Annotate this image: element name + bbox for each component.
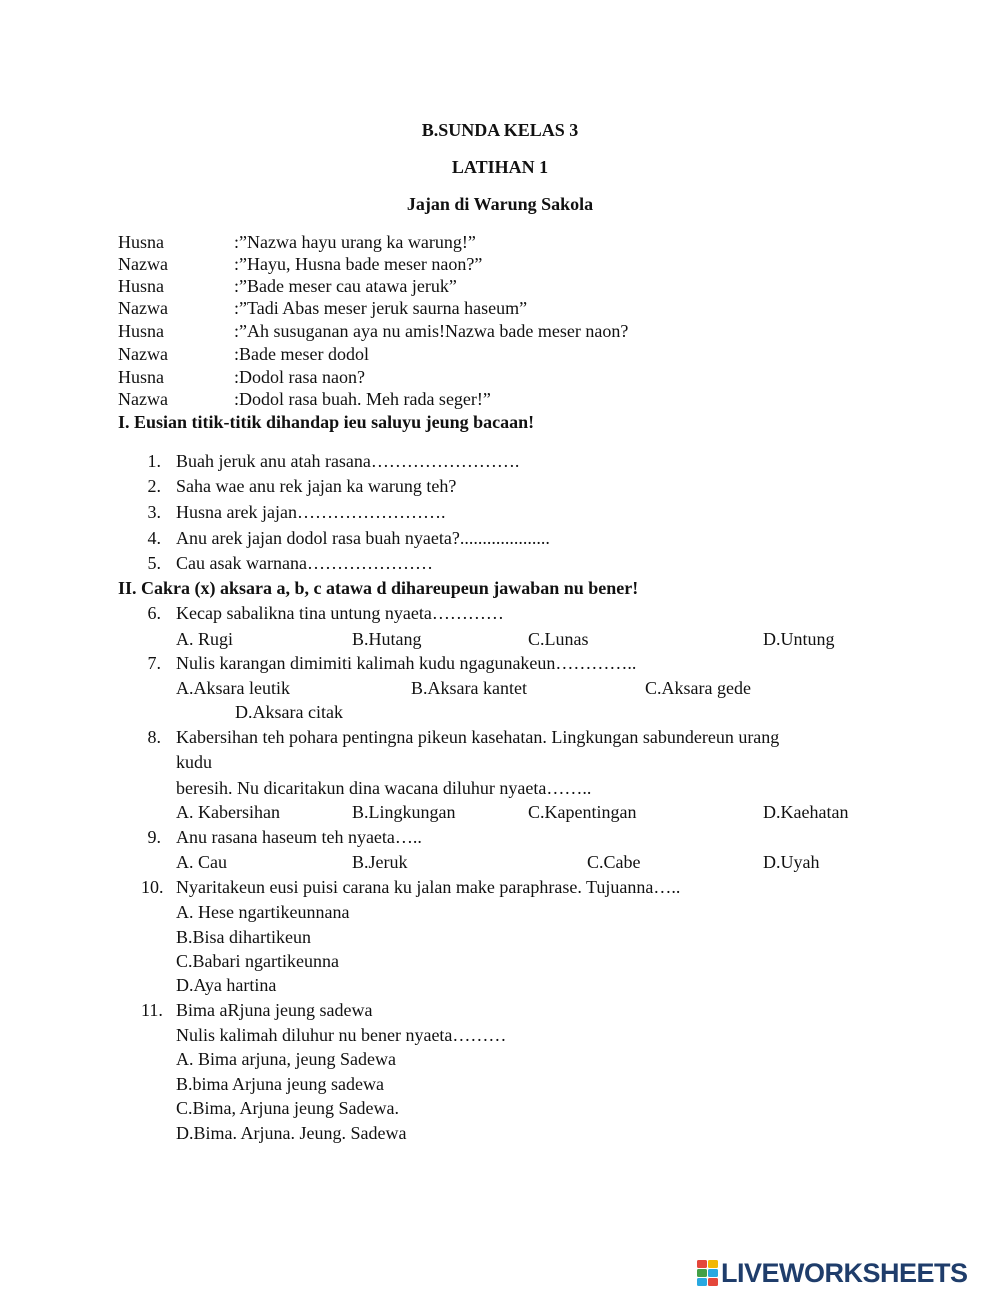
option-c: C.Babari ngartikeunna [176, 951, 339, 971]
question-number: 10. [141, 877, 164, 897]
question-text: beresih. Nu dicaritakun dina wacana diluhur nyaeta…….. [176, 778, 592, 798]
question-number: 9. [147, 827, 161, 847]
subject-heading: B.SUNDA KELAS 3 [421, 120, 579, 140]
fill-in-question: Husna arek jajan……………………. [176, 502, 446, 522]
dialogue-speaker: Nazwa [118, 298, 168, 318]
option-a: A. Hese ngartikeunnana [176, 902, 350, 922]
dialogue-line: :Dodol rasa buah. Meh rada seger!” [234, 389, 491, 409]
story-title: Jajan di Warung Sakola [406, 194, 594, 214]
question-number: 8. [147, 727, 161, 747]
dialogue-speaker: Husna [118, 321, 164, 341]
question-text: kudu [176, 752, 212, 772]
question-text: Kecap sabalikna tina untung nyaeta………… [176, 603, 504, 623]
dialogue-speaker: Husna [118, 276, 164, 296]
dialogue-line: :”Ah susuganan aya nu amis!Nazwa bade meser naon? [234, 321, 629, 341]
dialogue-line: :Bade meser dodol [234, 344, 369, 364]
dialogue-speaker: Husna [118, 232, 164, 252]
option-a: A. Bima arjuna, jeung Sadewa [176, 1049, 396, 1069]
fill-in-question: Buah jeruk anu atah rasana……………………. [176, 451, 520, 471]
question-number: 2. [147, 476, 161, 496]
question-number: 11. [141, 1000, 163, 1020]
section-2-heading: II. Cakra (x) aksara a, b, c atawa d dihareupeun jawaban nu bener! [118, 578, 639, 598]
option-d: D.Aksara citak [235, 702, 343, 722]
option-b: B.Jeruk [352, 852, 408, 872]
option-c: C.Aksara gede [645, 678, 751, 698]
option-d: D.Uyah [763, 852, 820, 872]
question-text: Kabersihan teh pohara pentingna pikeun kasehatan. Lingkungan sabundereun urang [176, 727, 780, 747]
option-b: B.Aksara kantet [411, 678, 527, 698]
dialogue-line: :”Nazwa hayu urang ka warung!” [234, 232, 476, 252]
dialogue-line: :”Tadi Abas meser jeruk saurna haseum” [234, 298, 528, 318]
dialogue-speaker: Husna [118, 367, 164, 387]
section-1-heading: I. Eusian titik-titik dihandap ieu saluyu jeung bacaan! [118, 412, 535, 432]
question-number: 5. [147, 553, 161, 573]
option-b: B.bima Arjuna jeung sadewa [176, 1074, 384, 1094]
option-a: A.Aksara leutik [176, 678, 290, 698]
dialogue-line: :Dodol rasa naon? [234, 367, 365, 387]
question-number: 7. [147, 653, 161, 673]
option-d: D.Kaehatan [763, 802, 849, 822]
dialogue-speaker: Nazwa [118, 254, 168, 274]
option-a: A. Rugi [176, 629, 234, 649]
option-a: A. Kabersihan [176, 802, 280, 822]
option-b: B.Lingkungan [352, 802, 456, 822]
option-b: B.Hutang [352, 629, 422, 649]
dialogue-speaker: Nazwa [118, 344, 168, 364]
question-number: 1. [147, 451, 161, 471]
option-b: B.Bisa dihartikeun [176, 927, 311, 947]
option-d: D.Aya hartina [176, 975, 277, 995]
question-text: Bima aRjuna jeung sadewa [176, 1000, 373, 1020]
exercise-heading: LATIHAN 1 [451, 157, 549, 177]
dialogue-speaker: Nazwa [118, 389, 168, 409]
option-d: D.Bima. Arjuna. Jeung. Sadewa [176, 1123, 407, 1143]
fill-in-question: Anu arek jajan dodol rasa buah nyaeta?.................... [176, 528, 550, 548]
liveworksheets-blocks-icon [697, 1260, 719, 1286]
option-c: C.Kapentingan [528, 802, 637, 822]
option-c: C.Lunas [528, 629, 589, 649]
fill-in-question: Cau asak warnana………………… [176, 553, 433, 573]
dialogue-line: :”Hayu, Husna bade meser naon?” [234, 254, 483, 274]
question-text: Nulis kalimah diluhur nu bener nyaeta……… [176, 1025, 507, 1045]
dialogue-line: :”Bade meser cau atawa jeruk” [234, 276, 457, 296]
question-number: 4. [147, 528, 161, 548]
question-text: Nyaritakeun eusi puisi carana ku jalan make paraphrase. Tujuanna….. [176, 877, 681, 897]
question-text: Anu rasana haseum teh nyaeta….. [176, 827, 422, 847]
liveworksheets-logo [697, 1258, 968, 1288]
question-text: Nulis karangan dimimiti kalimah kudu ngagunakeun………….. [176, 653, 637, 673]
fill-in-question: Saha wae anu rek jajan ka warung teh? [176, 476, 457, 496]
question-number: 6. [147, 603, 161, 623]
option-c: C.Bima, Arjuna jeung Sadewa. [176, 1098, 399, 1118]
question-number: 3. [147, 502, 161, 522]
option-d: D.Untung [763, 629, 835, 649]
option-c: C.Cabe [587, 852, 641, 872]
logo-text: LIVEWORKSHEETS [721, 1257, 968, 1288]
option-a: A. Cau [176, 852, 227, 872]
